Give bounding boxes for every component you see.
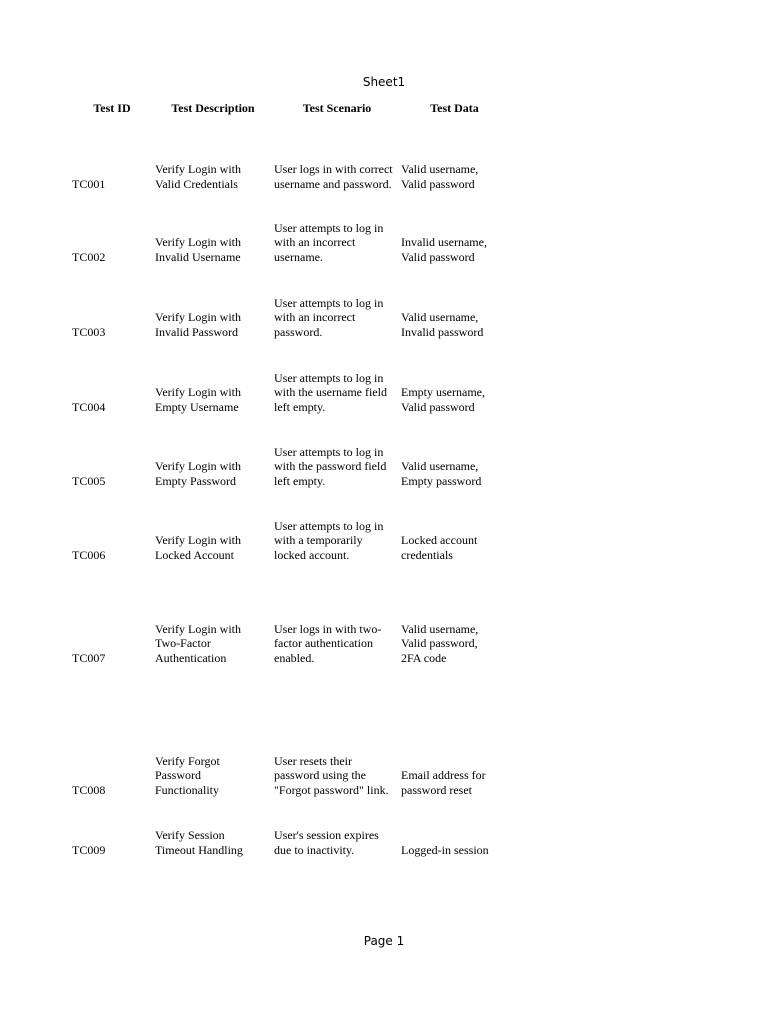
test-description-cell: Verify Login with Empty Username (155, 385, 241, 414)
test-scenario-cell: User attempts to log in with the username field left empty. (274, 370, 387, 414)
header-test-description: Test Description (171, 101, 255, 115)
table-row (0, 610, 768, 665)
test-scenario-cell: User attempts to log in with a temporarily locked account. (274, 518, 384, 562)
test-data-cell: Valid username, Valid password (401, 162, 479, 191)
test-description-cell: Verify Login with Invalid Password (155, 310, 241, 339)
test-id-cell: TC004 (72, 399, 106, 414)
test-description-cell: Verify Login with Two-Factor Authentication (155, 621, 241, 665)
header-test-data: Test Data (430, 101, 479, 115)
test-description-cell: Verify Login with Invalid Username (155, 235, 241, 264)
test-scenario-cell: User logs in with correct username and password. (274, 162, 393, 191)
test-id-cell: TC002 (72, 249, 106, 264)
test-description-cell: Verify Forgot Password Functionality (155, 753, 220, 797)
test-scenario-cell: User attempts to log in with the password field left empty. (274, 444, 387, 488)
test-scenario-cell: User attempts to log in with an incorrect password. (274, 295, 384, 339)
test-data-cell: Valid username, Valid password, 2FA code (401, 621, 479, 665)
header-test-id: Test ID (93, 101, 131, 115)
table-row (0, 818, 768, 857)
table-row (0, 210, 768, 264)
test-data-cell: Valid username, Invalid password (401, 310, 484, 339)
test-scenario-cell: User resets their password using the "Forgot password" link. (274, 753, 389, 797)
test-id-cell: TC005 (72, 473, 106, 488)
header-test-scenario: Test Scenario (302, 101, 372, 115)
test-data-cell: Valid username, Empty password (401, 459, 482, 488)
sheet-title: Sheet1 (362, 75, 406, 89)
test-scenario-cell: User's session expires due to inactivity. (274, 828, 379, 857)
test-id-cell: TC006 (72, 547, 106, 562)
table-row (0, 742, 768, 797)
test-data-cell: Empty username, Valid password (401, 385, 485, 414)
test-scenario-cell: User logs in with two- factor authentication enabled. (274, 621, 382, 665)
table-row (0, 150, 768, 191)
test-id-cell: TC009 (72, 842, 106, 857)
test-description-cell: Verify Login with Locked Account (155, 533, 241, 562)
test-id-cell: TC008 (72, 782, 106, 797)
page-number: Page 1 (363, 934, 405, 948)
test-id-cell: TC003 (72, 324, 106, 339)
table-row (0, 432, 768, 488)
test-description-cell: Verify Login with Empty Password (155, 459, 241, 488)
test-data-cell: Invalid username, Valid password (401, 235, 487, 264)
table-row (0, 283, 768, 339)
table-row (0, 506, 768, 562)
table-row (0, 358, 768, 414)
test-description-cell: Verify Login with Valid Credentials (155, 162, 241, 191)
test-description-cell: Verify Session Timeout Handling (155, 828, 243, 857)
test-id-cell: TC007 (72, 650, 106, 665)
test-data-cell: Logged-in session (401, 842, 489, 857)
test-data-cell: Locked account credentials (401, 533, 478, 562)
test-scenario-cell: User attempts to log in with an incorrect username. (274, 220, 384, 264)
test-id-cell: TC001 (72, 176, 106, 191)
test-data-cell: Email address for password reset (401, 768, 486, 797)
